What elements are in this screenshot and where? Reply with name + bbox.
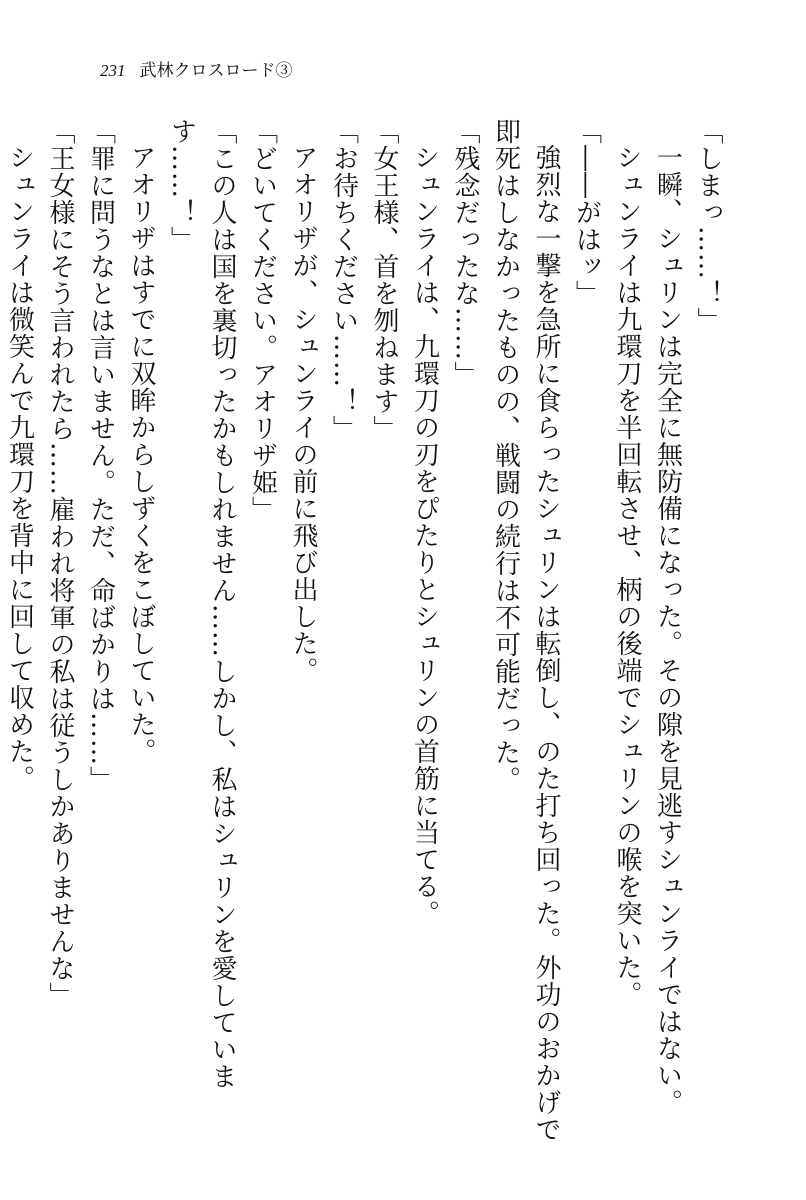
paragraph-13: アオリザはすでに双眸からしずくをこぼしていた。 <box>126 144 156 765</box>
paragraph-14: 「罪に問うなとは言いません。ただ、命ばかりは……」 <box>85 118 116 793</box>
paragraph-2: 一瞬、シュリンは完全に無防備になった。その隙を見逃すシュンライではない。 <box>652 144 683 1116</box>
page-number: 231 <box>100 61 126 80</box>
book-title: 武林クロスロード③ <box>139 61 293 80</box>
paragraph-6: 「残念だったな……」 <box>450 118 480 388</box>
paragraph-12: 「この人は国を裏切ったかもしれません……しかし、私はシュリンを愛しています……！」 <box>166 118 237 1090</box>
paragraph-5: 強烈な一撃を急所に食らったシュリンは転倒し、のた打ち回った。外功のおかげで即死はしなかったものの、戦闘の続行は不可能だった。 <box>490 118 561 1143</box>
paragraph-8: 「女王様、首を刎ねます」 <box>369 118 399 442</box>
paragraph-16: シュンライは微笑んで九環刀を背中に回して収めた。 <box>4 144 35 792</box>
paragraph-10: アオリザが、シュンライの前に飛び出した。 <box>288 144 318 684</box>
paragraph-9: 「お待ちください……！」 <box>328 118 359 442</box>
paragraph-7: シュンライは、九環刀の刃をぴたりとシュリンの首筋に当てる。 <box>409 144 440 927</box>
paragraph-15: 「王女様にそう言われたら……雇われ将軍の私は従うしかありませんな」 <box>45 118 75 1009</box>
paragraph-11: 「どいてください。アオリザ姫」 <box>247 118 278 523</box>
running-header <box>100 60 293 82</box>
vertical-text-body <box>4 118 728 1148</box>
paragraph-4: 「――がはッ」 <box>571 118 602 307</box>
paragraph-1: 「しまっ……！」 <box>693 118 723 334</box>
paragraph-3: シュンライは九環刀を半回転させ、柄の後端でシュリンの喉を突いた。 <box>612 144 642 1008</box>
